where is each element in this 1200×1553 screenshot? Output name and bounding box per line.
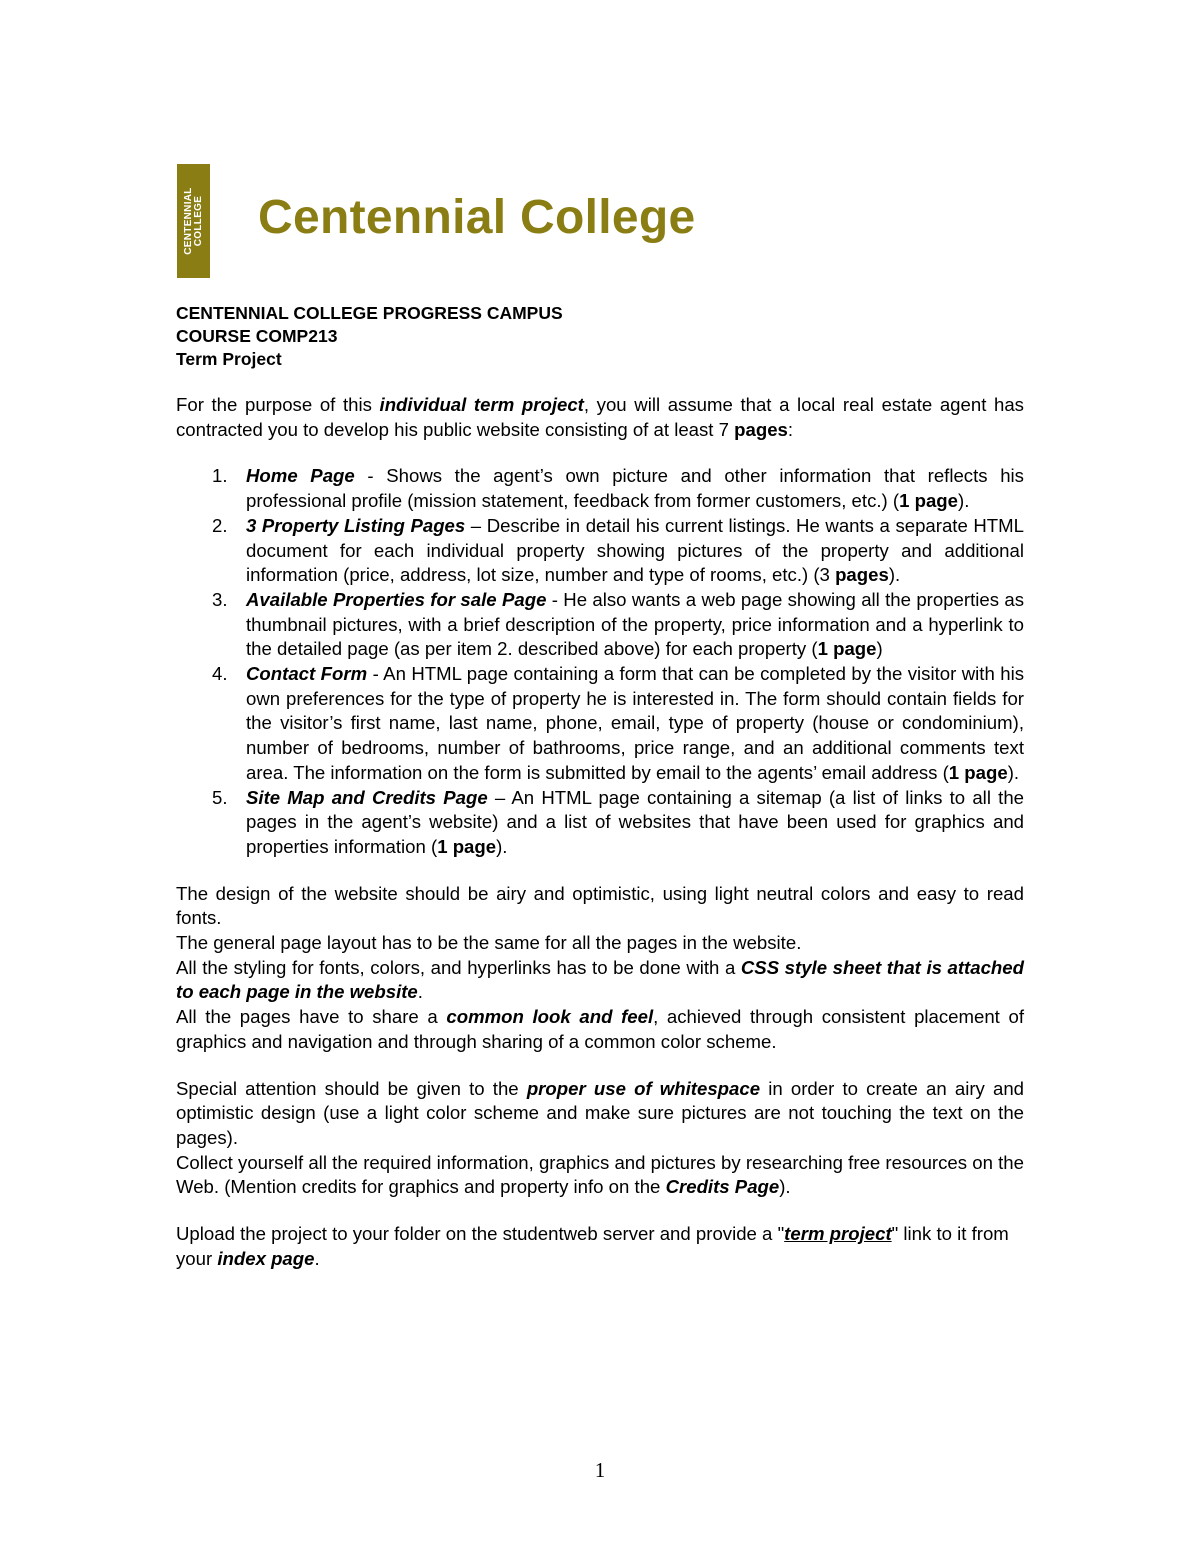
- list-item: 4. Contact Form - An HTML page containing a form that can be completed by the visitor with his own preferences for the type of property he is interested in. The form should contain fields for the visitor’s first name, last name, phone, email, type of property (house or condominium), number of bedrooms, number of bathrooms, price range, and an additional comments text area. The information on the form is submitted by email to the agents’ email address (1 page).: [212, 663, 1024, 783]
- document-header: [176, 302, 1024, 371]
- design-paragraph-3: All the styling for fonts, colors, and hyperlinks has to be done with a CSS style sheet that is attached to each page in the website.: [176, 956, 1024, 1003]
- design-paragraph-2: The general page layout has to be the same for all the pages in the website.: [176, 932, 802, 954]
- college-wordmark: Centennial College: [258, 191, 696, 244]
- resources-paragraph: Collect yourself all the required information, graphics and pictures by researching free resources on the Web. (Mention credits for graphics and property info on the Credits Page).: [176, 1151, 1024, 1198]
- list-item: 5. Site Map and Credits Page – An HTML page containing a sitemap (a list of links to all the pages in the agent’s website) and a list of websites that have been used for graphics and properties information (1 page).: [212, 786, 1024, 857]
- document-body: [176, 302, 1024, 1272]
- header-course: COURSE COMP213: [176, 326, 338, 346]
- upload-paragraph: Upload the project to your folder on the studentweb server and provide a "term project" link to it from your index page.: [176, 1223, 1009, 1269]
- term-project-link[interactable]: term project: [784, 1223, 892, 1245]
- design-paragraph-4: All the pages have to share a common look and feel, achieved through consistent placement of graphics and navigation and through sharing of a common color scheme.: [176, 1006, 1025, 1052]
- logo-vertical-line1: CENTENNIAL: [182, 187, 194, 255]
- list-item: 1. Home Page - Shows the agent’s own picture and other information that reflects his professional profile (mission statement, feedback from former customers, etc.) (1 page).: [212, 465, 1024, 512]
- header-campus: CENTENNIAL COLLEGE PROGRESS CAMPUS: [176, 303, 563, 323]
- whitespace-paragraph: Special attention should be given to the proper use of whitespace in order to create an airy and optimistic design (use a light color scheme and make sure pictures are not touching the text on the pages).: [176, 1077, 1025, 1148]
- college-logo-mark: [177, 164, 210, 278]
- page-number: 1: [594, 1458, 606, 1482]
- logo-vertical-line2: COLLEGE: [192, 195, 204, 247]
- requirements-list: [176, 464, 1024, 859]
- list-item: 3. Available Properties for sale Page - He also wants a web page showing all the properties as thumbnail pictures, with a brief description of the property, price information and a hyperlink to the detailed page (as per item 2. described above) for each property (1 page): [212, 588, 1024, 660]
- header-title: Term Project: [176, 349, 282, 369]
- list-item: 2. 3 Property Listing Pages – Describe in detail his current listings. He wants a separate HTML document for each individual property showing pictures of the property and additional information (price, address, lot size, number and type of rooms, etc.) (3 pages).: [212, 514, 1024, 586]
- intro-paragraph: For the purpose of this individual term project, you will assume that a local real estate agent has contracted you to develop his public website consisting of at least 7 pages:: [176, 394, 1024, 440]
- design-paragraph-1: The design of the website should be airy and optimistic, using light neutral colors and easy to read fonts.: [176, 882, 1024, 929]
